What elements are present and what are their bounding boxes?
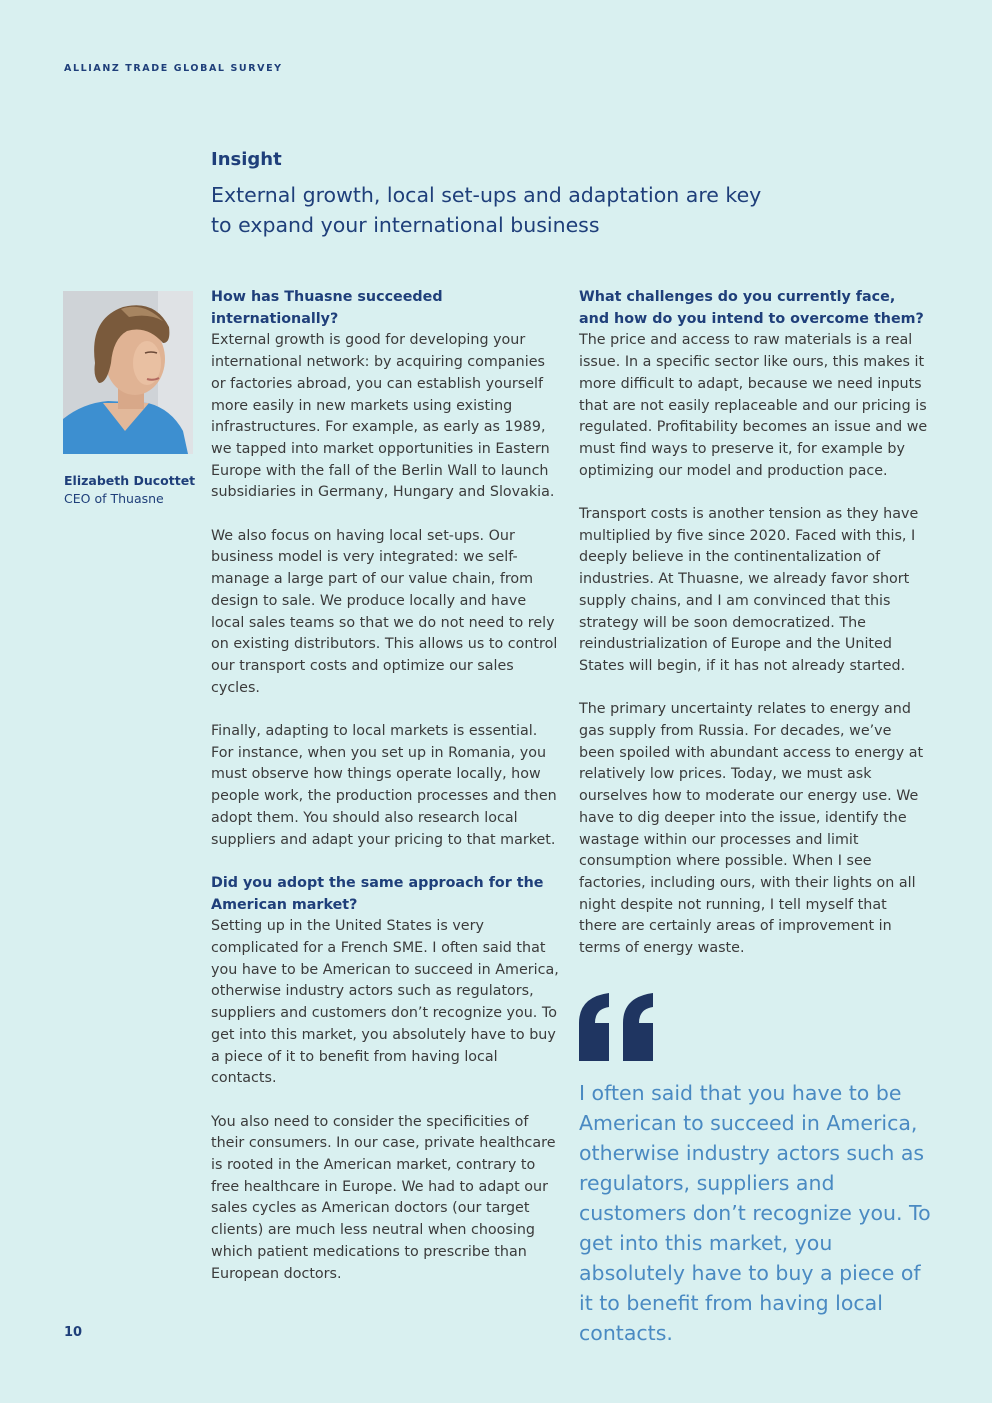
answer-paragraph: The price and access to raw materials is a real issue. In a specific sector like ours, this makes it more difficult to adapt, because we need inputs that are not easily replaceable and our pricing is regulated. Profitability becomes an issue and we must find ways to preserve it, for example by optimizing our model and production pace. [579,332,928,479]
answer-paragraph: The primary uncertainty relates to energy and gas supply from Russia. For decades, we’ve been spoiled with abundant access to energy at relatively low prices. Today, we must ask ourselves how to moderate our energy use. We have to dig deeper into the issue, identify the wastage within our processes and limit consumption where possible. When I see factories, including ours, with their lights on all night despite not running, I tell myself that there are certainly areas of improvement in terms of energy waste. [579,701,924,957]
question-heading: How has Thuasne succeeded internationally? [211,289,443,327]
question-heading: Did you adopt the same approach for the American market? [211,874,544,913]
portrait-illustration [63,291,193,454]
right-column [579,287,929,960]
answer-paragraph: You also need to consider the specificities of their consumers. In our case, private healthcare is rooted in the American market, contrary to free healthcare in Europe. We had to adapt our sales cycles as American doctors (our target clients) are much less neutral when choosing which patient medications to prescribe than European doctors. [211,1113,556,1282]
page-number: 10 [64,1325,83,1340]
question-heading: What challenges do you currently face, and how do you intend to overcome them? [579,289,924,327]
person-role: CEO of Thuasne [64,491,164,506]
quotation-mark-icon [579,993,655,1061]
portrait-photo [63,291,193,454]
pull-quote: I often said that you have to be American to succeed in America, otherwise industry actors such as regulators, suppliers and customers don’t recognize you. To get into this market, you absolutely have to buy a piece of it to benefit from having local contacts. [579,1081,931,1345]
answer-paragraph: We also focus on having local set-ups. Our business model is very integrated: we self-manage a large part of our value chain, from design to sale. We produce locally and have local sales teams so that we do not need to rely on existing distributors. This allows us to control our transport costs and optimize our sales cycles. [211,527,558,696]
publication-header: ALLIANZ TRADE GLOBAL SURVEY [64,63,283,74]
section-label: Insight [211,149,282,170]
answer-paragraph: External growth is good for developing your international network: by acquiring companies or factories abroad, you can establish yourself more easily in new markets using existing infrastructures. For example, as early as 1989, we tapped into market opportunities in Eastern Europe with the fall of the Berlin Wall to launch subsidiaries in Germany, Hungary and Slovakia. [211,332,555,501]
person-name: Elizabeth Ducottet [64,473,196,488]
left-column [211,287,563,1285]
answer-paragraph: Setting up in the United States is very complicated for a French SME. I often said that you have to be American to succeed in America, otherwise industry actors such as regulators, suppliers and customers don’t recognize you. To get into this market, you absolutely have to buy a piece of it to benefit from having local contacts. [211,918,559,1087]
page-title: External growth, local set-ups and adaptation are key to expand your international business [211,183,762,237]
answer-paragraph: Finally, adapting to local markets is essential. For instance, when you set up in Romania, you must observe how things operate locally, how people work, the production processes and then adopt them. You should also research local suppliers and adapt your pricing to that market. [211,723,557,848]
answer-paragraph: Transport costs is another tension as they have multiplied by five since 2020. Faced with this, I deeply believe in the continentalization of industries. At Thuasne, we already favor short supply chains, and I am convinced that this strategy will be soon democratized. The reindustrialization of Europe and the United States will begin, if it has not already started. [579,506,919,674]
